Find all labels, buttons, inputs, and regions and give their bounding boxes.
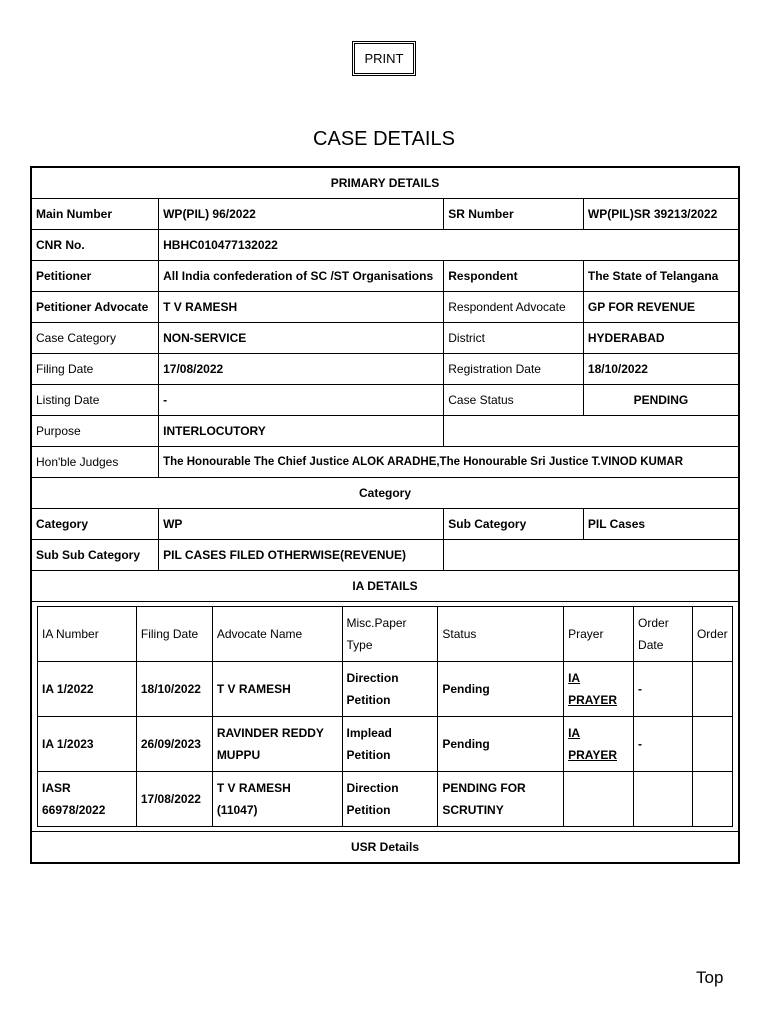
ia-col-prayer: Prayer xyxy=(564,607,634,662)
ia-misc-type: Implead Petition xyxy=(342,717,438,772)
ia-details-table xyxy=(37,606,733,827)
sub-category-value: PIL Cases xyxy=(583,509,739,540)
ia-order xyxy=(692,717,732,772)
main-number-label: Main Number xyxy=(31,199,159,230)
respondent-advocate-value: GP FOR REVENUE xyxy=(583,292,739,323)
print-button[interactable]: PRINT xyxy=(354,43,414,74)
category-value: WP xyxy=(159,509,444,540)
ia-col-advocate: Advocate Name xyxy=(212,607,342,662)
petitioner-label: Petitioner xyxy=(31,261,159,292)
ia-misc-type: Direction Petition xyxy=(342,662,438,717)
category-label: Category xyxy=(31,509,159,540)
page-title: CASE DETAILS xyxy=(313,128,455,150)
table-row xyxy=(31,509,739,540)
ia-header-row xyxy=(38,607,733,662)
filing-date-value: 17/08/2022 xyxy=(159,354,444,385)
ia-order-date: - xyxy=(634,662,693,717)
district-value: HYDERABAD xyxy=(583,323,739,354)
table-row xyxy=(31,416,739,447)
judges-label: Hon'ble Judges xyxy=(31,447,159,478)
ia-col-misc-type: Misc.Paper Type xyxy=(342,607,438,662)
registration-date-value: 18/10/2022 xyxy=(583,354,739,385)
usr-details-header: USR Details xyxy=(31,832,739,864)
ia-order-date: - xyxy=(634,717,693,772)
sr-number-value: WP(PIL)SR 39213/2022 xyxy=(583,199,739,230)
table-row xyxy=(38,772,733,827)
ia-col-order-date: Order Date xyxy=(634,607,693,662)
sub-sub-category-value: PIL CASES FILED OTHERWISE(REVENUE) xyxy=(159,540,444,571)
ia-prayer xyxy=(564,772,634,827)
primary-details-header: PRIMARY DETAILS xyxy=(31,167,739,199)
ia-number: IA 1/2022 xyxy=(38,662,137,717)
table-row xyxy=(31,540,739,571)
table-row xyxy=(31,199,739,230)
table-row xyxy=(31,323,739,354)
ia-filing-date: 26/09/2023 xyxy=(136,717,212,772)
case-status-value: PENDING xyxy=(583,385,739,416)
ia-details-container xyxy=(31,602,739,832)
listing-date-value: - xyxy=(159,385,444,416)
table-row xyxy=(31,354,739,385)
ia-order-date xyxy=(634,772,693,827)
table-row xyxy=(38,662,733,717)
ia-col-status: Status xyxy=(438,607,564,662)
ia-status: PENDING FOR SCRUTINY xyxy=(438,772,564,827)
sr-number-label: SR Number xyxy=(444,199,584,230)
table-row xyxy=(31,261,739,292)
empty-cell xyxy=(444,540,739,571)
ia-order xyxy=(692,772,732,827)
petitioner-value: All India confederation of SC /ST Organisations xyxy=(159,261,444,292)
registration-date-label: Registration Date xyxy=(444,354,584,385)
listing-date-label: Listing Date xyxy=(31,385,159,416)
case-status-label: Case Status xyxy=(444,385,584,416)
main-number-value: WP(PIL) 96/2022 xyxy=(159,199,444,230)
purpose-label: Purpose xyxy=(31,416,159,447)
table-row xyxy=(38,717,733,772)
case-category-label: Case Category xyxy=(31,323,159,354)
ia-misc-type: Direction Petition xyxy=(342,772,438,827)
ia-status: Pending xyxy=(438,662,564,717)
table-row xyxy=(31,292,739,323)
judges-value: The Honourable The Chief Justice ALOK ARADHE,The Honourable Sri Justice T.VINOD KUMAR xyxy=(159,447,739,478)
petitioner-advocate-label: Petitioner Advocate xyxy=(31,292,159,323)
table-row xyxy=(31,447,739,478)
case-category-value: NON-SERVICE xyxy=(159,323,444,354)
respondent-advocate-label: Respondent Advocate xyxy=(444,292,584,323)
ia-number: IA 1/2023 xyxy=(38,717,137,772)
cnr-label: CNR No. xyxy=(31,230,159,261)
ia-advocate: RAVINDER REDDY MUPPU xyxy=(212,717,342,772)
ia-advocate: T V RAMESH (11047) xyxy=(212,772,342,827)
table-row xyxy=(31,230,739,261)
ia-status: Pending xyxy=(438,717,564,772)
respondent-label: Respondent xyxy=(444,261,584,292)
ia-prayer-link[interactable]: IA PRAYER xyxy=(568,671,618,707)
filing-date-label: Filing Date xyxy=(31,354,159,385)
top-link[interactable]: Top xyxy=(696,968,724,987)
case-details-table xyxy=(30,166,740,864)
petitioner-advocate-value: T V RAMESH xyxy=(159,292,444,323)
empty-cell xyxy=(444,416,739,447)
sub-category-label: Sub Category xyxy=(444,509,584,540)
table-row xyxy=(31,385,739,416)
district-label: District xyxy=(444,323,584,354)
ia-prayer xyxy=(564,717,634,772)
ia-prayer xyxy=(564,662,634,717)
ia-number: IASR 66978/2022 xyxy=(38,772,137,827)
ia-details-header: IA DETAILS xyxy=(31,571,739,602)
cnr-value: HBHC010477132022 xyxy=(159,230,739,261)
category-header: Category xyxy=(31,478,739,509)
ia-advocate: T V RAMESH xyxy=(212,662,342,717)
ia-filing-date: 18/10/2022 xyxy=(136,662,212,717)
purpose-value: INTERLOCUTORY xyxy=(159,416,444,447)
respondent-value: The State of Telangana xyxy=(583,261,739,292)
ia-order xyxy=(692,662,732,717)
ia-prayer-link[interactable]: IA PRAYER xyxy=(568,726,618,762)
ia-col-order: Order xyxy=(692,607,732,662)
ia-col-filing-date: Filing Date xyxy=(136,607,212,662)
ia-filing-date: 17/08/2022 xyxy=(136,772,212,827)
ia-col-number: IA Number xyxy=(38,607,137,662)
sub-sub-category-label: Sub Sub Category xyxy=(31,540,159,571)
